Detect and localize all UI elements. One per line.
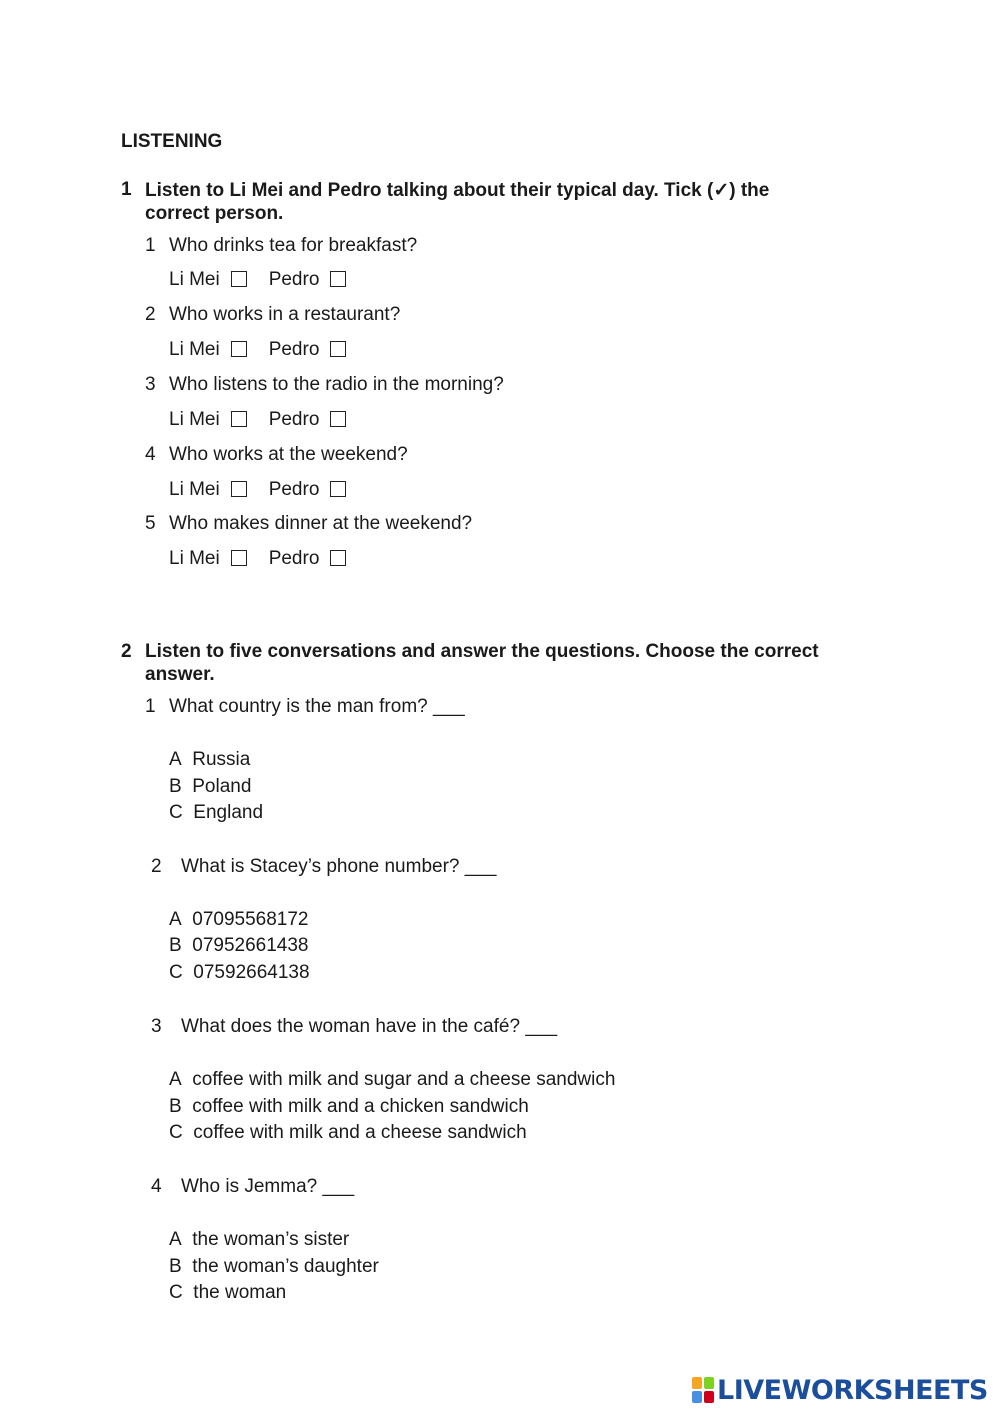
ex2-q1-number: 1 xyxy=(145,696,156,717)
ex2-q3-text: What does the woman have in the café? ___ xyxy=(181,1016,558,1037)
li-mei-checkbox[interactable] xyxy=(231,481,247,497)
li-mei-checkbox[interactable] xyxy=(231,411,247,427)
ex1-q2-options xyxy=(169,339,346,361)
ex2-q4-option-c[interactable]: C the woman xyxy=(169,1282,287,1303)
option-li-mei-label: Li Mei xyxy=(169,409,220,430)
liveworksheets-logo xyxy=(692,1373,988,1407)
ex1-q2-text: Who works in a restaurant? xyxy=(169,304,401,325)
li-mei-checkbox[interactable] xyxy=(231,271,247,287)
ex1-q5-text: Who makes dinner at the weekend? xyxy=(169,513,473,534)
ex2-q2-number: 2 xyxy=(151,856,162,877)
ex1-q4-number: 4 xyxy=(145,444,156,465)
ex1-q3-number: 3 xyxy=(145,374,156,395)
ex2-q3-number: 3 xyxy=(151,1016,162,1037)
pedro-checkbox[interactable] xyxy=(330,550,346,566)
ex2-q2-option-c[interactable]: C 07592664138 xyxy=(169,962,310,983)
ex2-q1-option-b[interactable]: B Poland xyxy=(169,776,252,797)
li-mei-checkbox[interactable] xyxy=(231,550,247,566)
ex1-q5-options xyxy=(169,548,346,570)
pedro-checkbox[interactable] xyxy=(330,411,346,427)
ex2-q3-option-b[interactable]: B coffee with milk and a chicken sandwich xyxy=(169,1096,529,1117)
ex1-q3-text: Who listens to the radio in the morning? xyxy=(169,374,504,395)
ex2-q4-number: 4 xyxy=(151,1176,162,1197)
option-pedro-label: Pedro xyxy=(268,479,320,500)
pedro-checkbox[interactable] xyxy=(330,271,346,287)
ex1-q1-number: 1 xyxy=(145,235,156,256)
ex2-q2-text: What is Stacey’s phone number? ___ xyxy=(181,856,497,877)
ex1-q4-options xyxy=(169,479,346,501)
option-li-mei-label: Li Mei xyxy=(169,269,220,290)
liveworksheets-logo-icon xyxy=(692,1377,714,1403)
exercise-2-instruction-line2: answer. xyxy=(145,664,215,685)
ex1-q1-text: Who drinks tea for breakfast? xyxy=(169,235,418,256)
ex2-q1-text: What country is the man from? ___ xyxy=(169,696,465,717)
option-li-mei-label: Li Mei xyxy=(169,548,220,569)
ex2-q4-text: Who is Jemma? ___ xyxy=(181,1176,355,1197)
ex1-q4-text: Who works at the weekend? xyxy=(169,444,408,465)
exercise-2-instruction-line1: Listen to five conversations and answer the questions. Choose the correct xyxy=(145,641,819,662)
ex1-q2-number: 2 xyxy=(145,304,156,325)
ex2-q1-option-a[interactable]: A Russia xyxy=(169,749,251,770)
ex1-q3-options xyxy=(169,409,346,431)
exercise-2-number: 2 xyxy=(121,641,132,662)
ex2-q2-option-b[interactable]: B 07952661438 xyxy=(169,935,309,956)
option-li-mei-label: Li Mei xyxy=(169,479,220,500)
li-mei-checkbox[interactable] xyxy=(231,341,247,357)
ex2-q4-option-a[interactable]: A the woman’s sister xyxy=(169,1229,350,1250)
ex1-q1-options xyxy=(169,269,346,291)
ex2-q2-option-a[interactable]: A 07095568172 xyxy=(169,909,309,930)
section-heading: LISTENING xyxy=(121,131,223,152)
exercise-1-instruction-line2: correct person. xyxy=(145,203,284,224)
exercise-1-number: 1 xyxy=(121,179,132,200)
ex2-q3-option-a[interactable]: A coffee with milk and sugar and a cheese sandwich xyxy=(169,1069,616,1090)
ex2-q1-option-c[interactable]: C England xyxy=(169,802,264,823)
option-pedro-label: Pedro xyxy=(268,409,320,430)
option-pedro-label: Pedro xyxy=(268,339,320,360)
option-pedro-label: Pedro xyxy=(268,269,320,290)
option-pedro-label: Pedro xyxy=(268,548,320,569)
pedro-checkbox[interactable] xyxy=(330,481,346,497)
ex2-q3-option-c[interactable]: C coffee with milk and a cheese sandwich xyxy=(169,1122,527,1143)
pedro-checkbox[interactable] xyxy=(330,341,346,357)
option-li-mei-label: Li Mei xyxy=(169,339,220,360)
ex1-q5-number: 5 xyxy=(145,513,156,534)
liveworksheets-logo-text: LIVEWORKSHEETS xyxy=(717,1374,988,1406)
ex2-q4-option-b[interactable]: B the woman’s daughter xyxy=(169,1256,379,1277)
exercise-1-instruction-line1: Listen to Li Mei and Pedro talking about their typical day. Tick (✓) the xyxy=(145,180,770,201)
